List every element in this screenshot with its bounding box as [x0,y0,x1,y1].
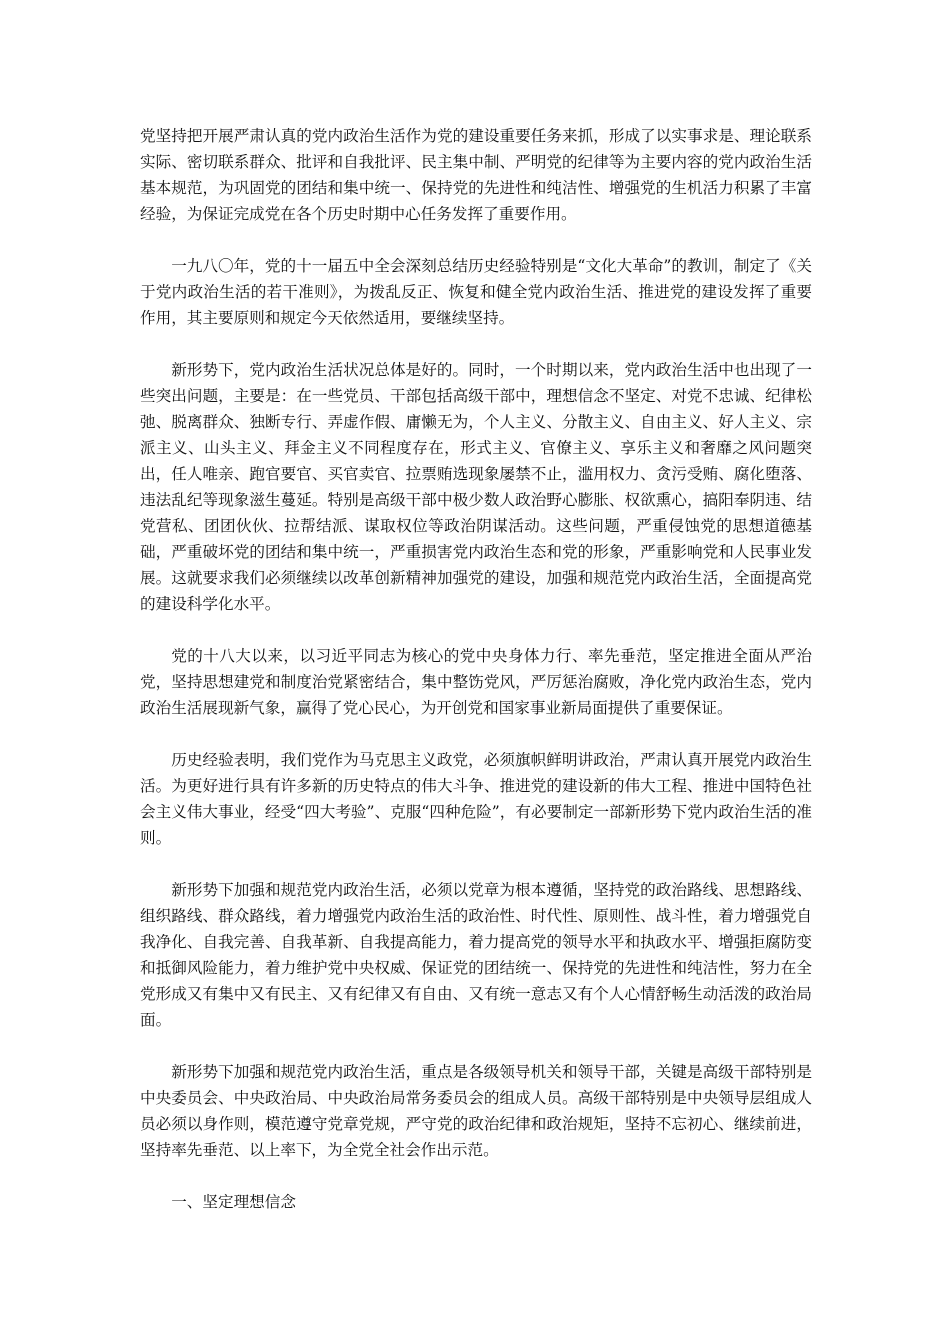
paragraph-1: 党坚持把开展严肃认真的党内政治生活作为党的建设重要任务来抓，形成了以实事求是、理论联系实际、密切联系群众、批评和自我批评、民主集中制、严明党的纪律等为主要内容的党内政治生活基本规范，为巩固党的团结和集中统一、保持党的先进性和纯洁性、增强党的生机活力积累了丰富经验，为保证完成党在各个历史时期中心任务发挥了重要作用。 [140,127,812,223]
paragraph-7: 新形势下加强和规范党内政治生活，重点是各级领导机关和领导干部，关键是高级干部特别是中央委员会、中央政治局、中央政治局常务委员会的组成人员。高级干部特别是中央领导层组成人员必须以身作则，模范遵守党章党规，严守党的政治纪律和政治规矩，坚持不忘初心、继续前进，坚持率先垂范、以上率下，为全党全社会作出示范。 [140,1063,812,1159]
paragraph-3: 新形势下，党内政治生活状况总体是好的。同时，一个时期以来，党内政治生活中也出现了一些突出问题，主要是：在一些党员、干部包括高级干部中，理想信念不坚定、对党不忠诚、纪律松弛、脱离群众、独断专行、弄虚作假、庸懒无为，个人主义、分散主义、自由主义、好人主义、宗派主义、山头主义、拜金主义不同程度存在，形式主义、官僚主义、享乐主义和奢靡之风问题突出，任人唯亲、跑官要官、买官卖官、拉票贿选现象屡禁不止，滥用权力、贪污受贿、腐化堕落、违法乱纪等现象滋生蔓延。特别是高级干部中极少数人政治野心膨胀、权欲熏心，搞阳奉阴违、结党营私、团团伙伙、拉帮结派、谋取权位等政治阴谋活动。这些问题，严重侵蚀党的思想道德基础，严重破坏党的团结和集中统一，严重损害党内政治生态和党的形象，严重影响党和人民事业发展。这就要求我们必须继续以改革创新精神加强党的建设，加强和规范党内政治生活，全面提高党的建设科学化水平。 [140,361,812,613]
document-page [140,123,812,1215]
paragraph-4: 党的十八大以来，以习近平同志为核心的党中央身体力行、率先垂范，坚定推进全面从严治党，坚持思想建党和制度治党紧密结合，集中整饬党风，严厉惩治腐败，净化党内政治生态，党内政治生活展现新气象，赢得了党心民心，为开创党和国家事业新局面提供了重要保证。 [140,647,812,717]
section-heading: 一、坚定理想信念 [171,1193,296,1211]
paragraph-5: 历史经验表明，我们党作为马克思主义政党，必须旗帜鲜明讲政治，严肃认真开展党内政治生活。为更好进行具有许多新的历史特点的伟大斗争、推进党的建设新的伟大工程、推进中国特色社会主义伟大事业，经受“四大考验”、克服“四种危险”，有必要制定一部新形势下党内政治生活的准则。 [140,751,812,847]
paragraph-2: 一九八〇年，党的十一届五中全会深刻总结历史经验特别是“文化大革命”的教训，制定了《关于党内政治生活的若干准则》，为拨乱反正、恢复和健全党内政治生活、推进党的建设发挥了重要作用，其主要原则和规定今天依然适用，要继续坚持。 [140,257,812,327]
paragraph-6: 新形势下加强和规范党内政治生活，必须以党章为根本遵循，坚持党的政治路线、思想路线、组织路线、群众路线，着力增强党内政治生活的政治性、时代性、原则性、战斗性，着力增强党自我净化、自我完善、自我革新、自我提高能力，着力提高党的领导水平和执政水平、增强拒腐防变和抵御风险能力，着力维护党中央权威、保证党的团结统一、保持党的先进性和纯洁性，努力在全党形成又有集中又有民主、又有纪律又有自由、又有统一意志又有个人心情舒畅生动活泼的政治局面。 [140,881,812,1029]
